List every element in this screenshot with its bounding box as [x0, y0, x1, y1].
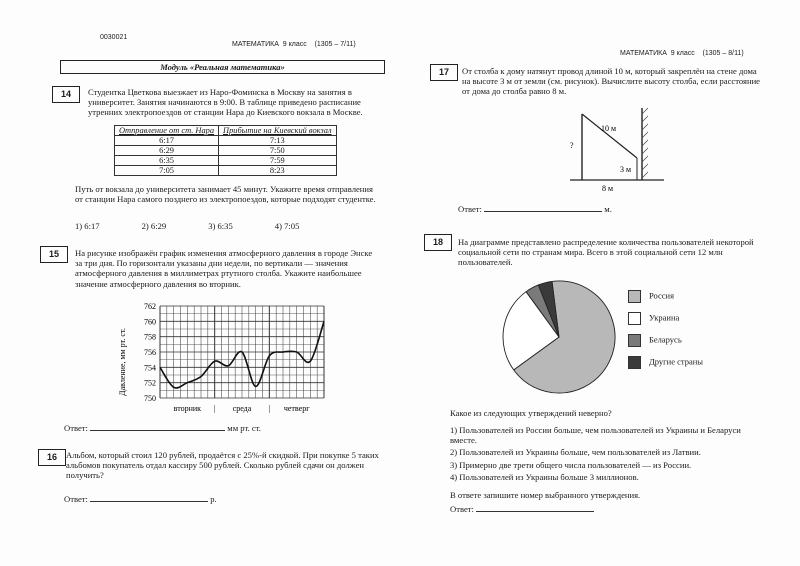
- answer-18: Ответ:: [450, 504, 594, 514]
- table-row: 6:17 7:13: [115, 136, 337, 146]
- question-number-15: 15: [40, 246, 68, 263]
- question-17-text: От столба к дому натянут провод длиной 10 м, который закреплён на стене дома на высоте 3 м от земли (см. рисунок). Вычислите высоту столба, если расстояние от дома до столба равно 8 м.: [462, 66, 760, 97]
- question-14-question: Путь от вокзала до университета занимает 45 минут. Укажите время отправления от станции Нара самого позднего из электропоездов, которые подходят студентке.: [75, 184, 376, 205]
- pole-house-diagram: [560, 106, 670, 198]
- answer-16: Ответ: р.: [64, 494, 217, 504]
- legend-item: Беларусь: [628, 334, 703, 347]
- question-18-text: На диаграмме представлено распределение количества пользователей некоторой социальной сети по странам мира. Всего в этой социальной сети 12 млн пользователей.: [458, 237, 754, 268]
- option-1[interactable]: 1) 6:17: [75, 221, 100, 231]
- train-schedule-table: [114, 125, 337, 176]
- table-row: 6:35 7:59: [115, 156, 337, 166]
- question-14-options: [75, 221, 385, 231]
- y-tick-label: 758: [144, 332, 156, 342]
- module-title: Модуль «Реальная математика»: [60, 60, 385, 74]
- x-separator: |: [213, 404, 216, 413]
- question-16-text: Альбом, который стоил 120 рублей, продаётся с 25%-й скидкой. При покупке 5 таких альбомов покупатель отдал кассиру 500 рублей. Сколько рублей сдачи он должен получить?: [66, 450, 379, 481]
- height-label: 3 м: [620, 165, 632, 174]
- table-row: 6:29 7:50: [115, 146, 337, 156]
- distance-label: 8 м: [602, 184, 614, 193]
- question-14-text: Студентка Цветкова выезжает из Наро-Фоминска в Москву на занятия в университет. Занятия начинаются в 9:00. В таблице приведено расписание утренних электропоездов от станции Нара до Киевского вокзала в Москве.: [88, 87, 363, 118]
- legend-item: Украина: [628, 312, 703, 325]
- pie-legend: [628, 290, 703, 369]
- y-tick-label: 756: [144, 348, 156, 357]
- answer-15: Ответ: мм рт. ст.: [64, 423, 261, 433]
- question-number-18: 18: [424, 234, 452, 251]
- x-tick-label: среда: [232, 404, 252, 413]
- question-number-14: 14: [52, 86, 80, 103]
- page-code: 0030021: [100, 34, 128, 41]
- answer-17-field[interactable]: [484, 211, 602, 212]
- option-2[interactable]: 2) 6:29: [141, 221, 167, 231]
- table-row: 7:05 8:23: [115, 166, 337, 176]
- answer-17: Ответ: м.: [458, 204, 612, 214]
- answer-18-field[interactable]: [476, 511, 594, 512]
- option-2[interactable]: 2) Пользователей из Украины больше, чем пользователей из Латвии.: [450, 447, 701, 458]
- option-4[interactable]: 4) 7:05: [274, 221, 300, 231]
- legend-item: Другие страны: [628, 356, 703, 369]
- answer-15-field[interactable]: [90, 430, 225, 431]
- y-axis-label: Давление, мм рт. ст.: [118, 328, 127, 396]
- question-number-16: 16: [38, 449, 66, 466]
- y-tick-label: 752: [144, 378, 156, 388]
- question-15-text: На рисунке изображён график изменения атмосферного давления в городе Энске за три дня. По горизонтали указаны дни недели, по вертикали — значения атмосферного давления в миллиметрах ртутного столба. Укажите наибольшее значение атмосферного давления во вторник.: [75, 248, 373, 289]
- table-header: Отправление от ст. Нара: [115, 126, 219, 136]
- y-tick-label: 760: [144, 317, 156, 327]
- question-number-17: 17: [430, 64, 458, 81]
- unknown-height-label: ?: [570, 141, 574, 150]
- y-tick-label: 750: [144, 394, 156, 403]
- question-18-question: Какое из следующих утверждений неверно?: [450, 408, 612, 418]
- y-tick-label: 754: [144, 363, 156, 373]
- option-4[interactable]: 4) Пользователей из Украины больше 3 миллионов.: [450, 471, 639, 482]
- legend-item: Россия: [628, 290, 703, 303]
- header-subject: МАТЕМАТИКА 9 класс (1305 – 7/11): [232, 41, 356, 48]
- x-tick-label: четверг: [283, 404, 310, 413]
- option-3[interactable]: 3) Примерно две трети общего числа пользователей — из России.: [450, 459, 692, 470]
- users-pie-chart: [500, 278, 618, 396]
- answer-16-field[interactable]: [90, 501, 208, 502]
- question-18-instruction: В ответе запишите номер выбранного утверждения.: [450, 490, 641, 500]
- option-1[interactable]: 1) Пользователей из России больше, чем пользователей из Украины и Беларуси вместе.: [450, 425, 741, 446]
- pressure-chart: [108, 300, 330, 418]
- header-subject-right: МАТЕМАТИКА 9 класс (1305 – 8/11): [620, 50, 744, 57]
- wire-length-label: 10 м: [601, 124, 617, 133]
- x-separator: |: [268, 404, 271, 413]
- option-3[interactable]: 3) 6:35: [208, 221, 233, 231]
- question-18-options: [450, 425, 768, 482]
- x-tick-label: вторник: [173, 404, 202, 413]
- y-tick-label: 762: [144, 302, 156, 311]
- table-header: Прибытие на Киевский вокзал: [219, 126, 337, 136]
